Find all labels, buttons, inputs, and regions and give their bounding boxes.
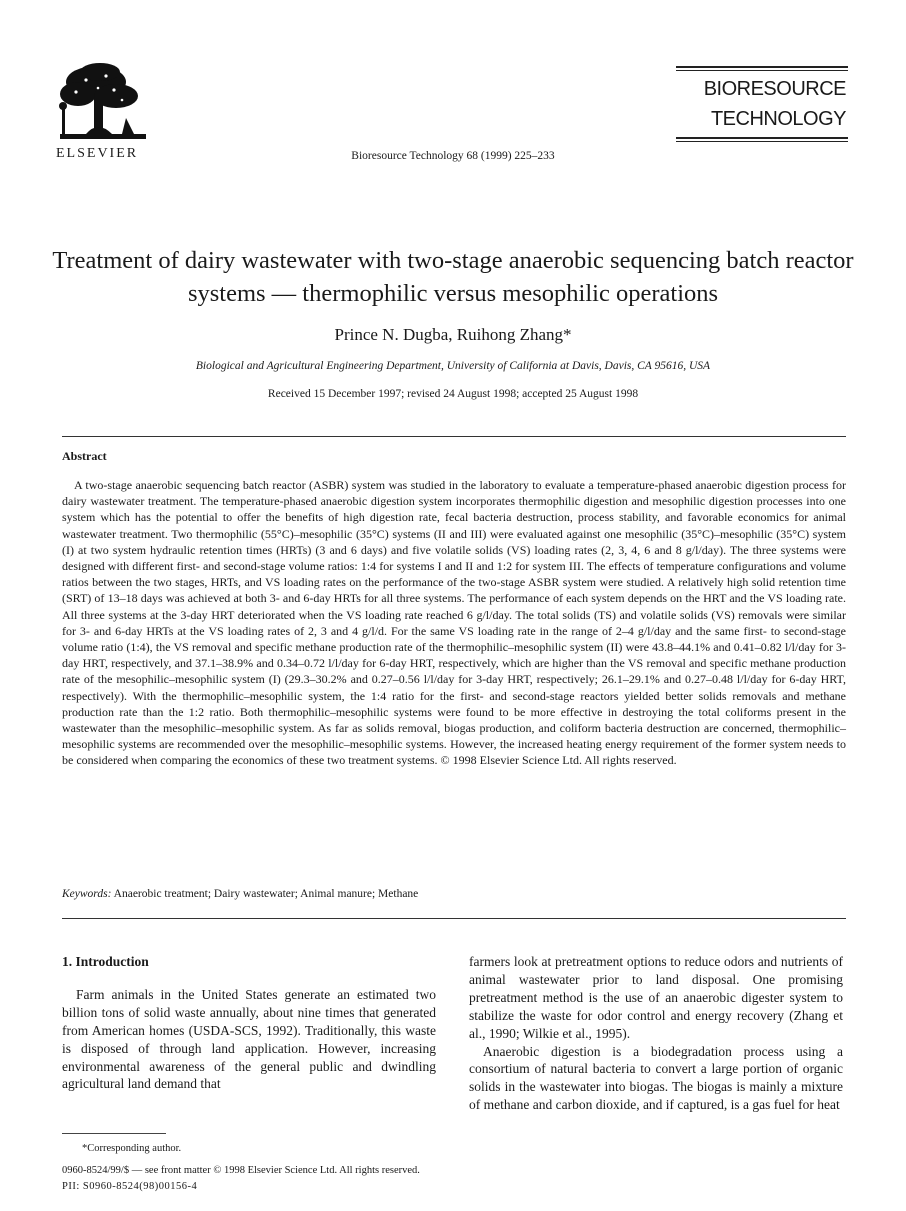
front-matter-note: 0960-8524/99/$ — see front matter © 1998 Elsevier Science Ltd. All rights reserved. [62, 1165, 420, 1176]
introduction-paragraph-1-continued: farmers look at pretreatment options to reduce odors and nutrients of animal wastewater prior to land disposal. One promising pretreatment method is the use of an anaerobic digester system to stabilize the waste for odor control and energy recovery (Zhang et al., 1990; Wilkie et al., 1995). [469, 954, 843, 1041]
article-title: Treatment of dairy wastewater with two-stage anaerobic sequencing batch reactor systems — thermophilic versus mesophilic operations [52, 247, 854, 307]
abstract-heading: Abstract [62, 449, 107, 463]
elsevier-tree-logo [56, 60, 152, 146]
abstract-top-rule [62, 436, 846, 437]
right-column [469, 953, 843, 1114]
journal-title-line1: BIORESOURCE [703, 78, 846, 100]
abstract-bottom-rule [62, 918, 846, 919]
publisher-name: ELSEVIER [56, 146, 139, 161]
abstract-text: A two-stage anaerobic sequencing batch reactor (ASBR) system was studied in the laboratory to evaluate a temperature-phased anaerobic digestion process for dairy wastewater treatment. The temperature-phased anaerobic digestion system incorporates thermophilic digestion and mesophilic digestion processes into one system which has the potential to offer the benefits of high digestion rate, fecal bacteria destruction, process stability, and favorable economics for animal wastewater treatment. Two thermophilic (55°C)–mesophilic (35°C) systems (II and III) were evaluated against one mesophilic (35°C)–mesophilic (35°C) system (I) at two system hydraulic retention times (HRTs) (3 and 6 days) and five volatile solids (VS) loading rates (2, 3, 4, 6 and 8 g/l/day). The three systems were designed with different first- and second-stage volume ratios: 1:4 for systems I and II and 1:2 for system III. The effects of temperature configurations and volume ratios between the two stages, HRTs, and VS loading rates on the performance of the two-stage ASBR system were studied. A relatively high solid retention time (SRT) of 13–18 days was achieved at both 3- and 6-day HRTs for all three systems. The performance of each system depends on the HRT and the VS loading rate. All three systems at the 3-day HRT deteriorated when the VS loading rate reached 6 g/l/day. The total solids (TS) and volatile solids (VS) removals were similar for 3- and 6-day HRTs at the VS loading rates of 2, 3 and 4 g/l/d. For the same VS loading rate in the range of 2–4 g/l/day and the same first- to second-stage volume ratio (1:4), the VS removal and specific methane production rate of the thermophilic–mesophilic system (II) were 43.8–44.1% and 0.41–0.82 l/l/day for 3-day HRT, respectively, and 37.1–38.9% and 0.34–0.72 l/l/day for 6-day HRT, respectively, which are higher than the VS removal and specific methane production rate of the mesophilic–mesophilic system (I) (29.3–30.2% and 0.27–0.56 l/l/day for 3-day HRT, respectively; 26.1–29.1% and 0.27–0.48 l/l/day for 6-day HRT, respectively). With the thermophilic–mesophilic system, the 1:4 ratio for the first- and second-stage reactors yielded better solids removals and methane production rate than the 1:2 ratio. Both thermophilic–mesophilic systems were found to be more effective in destroying the total coliforms present in the wastewater than the mesophilic–mesophilic system. As far as solids removal, biogas production, and coliform bacteria destruction are concerned, thermophilic–mesophilic systems are recommended over the mesophilic–mesophilic systems. However, the increased heating energy requirement of the former system needs to be considered when comparing the economics of these two treatment systems. © 1998 Elsevier Science Ltd. All rights reserved. [62, 478, 846, 768]
left-column [62, 953, 436, 1093]
keywords-list: Anaerobic treatment; Dairy wastewater; Animal manure; Methane [113, 888, 419, 900]
keywords-label: Keywords: [62, 888, 112, 900]
received-dates: Received 15 December 1997; revised 24 August 1998; accepted 25 August 1998 [267, 388, 639, 400]
keywords-line [62, 888, 418, 900]
journal-citation: Bioresource Technology 68 (1999) 225–233 [351, 150, 555, 162]
introduction-heading: 1. Introduction [62, 954, 149, 969]
journal-masthead [676, 66, 848, 144]
introduction-paragraph-1: Farm animals in the United States generate an estimated two billion tons of solid waste annually, about nine times that generated from American homes (USDA-SCS, 1992). Traditionally, this waste is disposed of through land application. However, increasing environmental awareness of the general public and dwindling agricultural land demand that [62, 986, 436, 1092]
author-affiliation: Biological and Agricultural Engineering Department, University of California at Davis, Davis, CA 95616, USA [195, 360, 711, 372]
article-authors: Prince N. Dugba, Ruihong Zhang* [334, 325, 572, 344]
corresponding-author-footnote: *Corresponding author. [82, 1143, 182, 1154]
introduction-paragraph-2: Anaerobic digestion is a biodegradation process using a consortium of natural bacteria to convert a large portion of organic solids in the wastewater into biogas. The biogas is mainly a mixture of methane and carbon dioxide, and if captured, is a gas fuel for heat [469, 1043, 843, 1113]
pii-number: PII: S0960-8524(98)00156-4 [62, 1181, 198, 1192]
footnote-rule [62, 1133, 166, 1134]
journal-title-line2: TECHNOLOGY [710, 108, 846, 130]
